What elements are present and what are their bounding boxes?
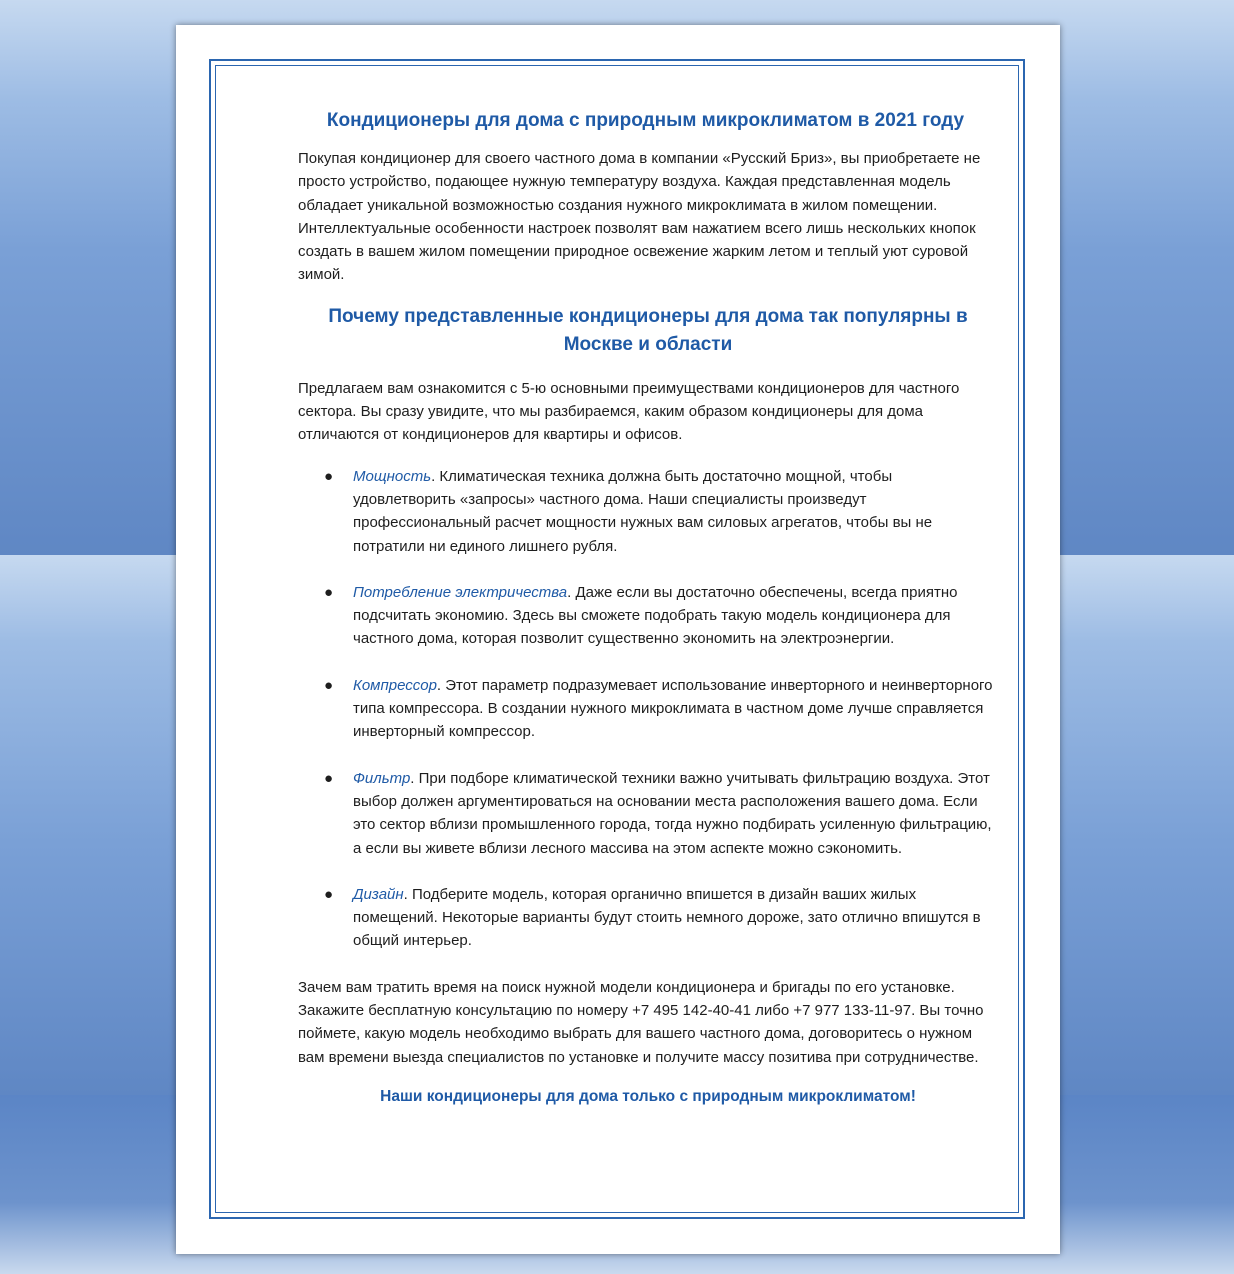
document-title: Кондиционеры для дома с природным микроклиматом в 2021 году: [326, 110, 965, 131]
closing-paragraph: Зачем вам тратить время на поиск нужной модели кондиционера и бригады по его установке. Закажите бесплатную консультацию по номеру +7 495 142-40-41 либо +7 977 133-11-97. Вы точно поймете, какую модель необходимо выбрать для вашего частного дома, договоритесь о нужном вам времени выезда специалистов по установке и получите массу позитива при сотрудничестве.: [298, 978, 984, 1066]
item-term: Мощность: [353, 467, 432, 485]
bullet-icon: ●: [324, 583, 334, 601]
section-heading: Почему представленные кондиционеры для дома так популярны в Москве и области: [328, 305, 968, 355]
list-item: [298, 581, 998, 651]
item-text: . При подборе климатической техники важно учитывать фильтрацию воздуха. Этот выбор должен аргументироваться на основании места расположения вашего дома. Если это сектор вблизи промышленного города, тогда нужно подбирать усиленную фильтрацию, а если вы живете вблизи лесного массива на этом аспекте можно сэкономить.: [353, 769, 992, 857]
tagline: Наши кондиционеры для дома только с природным микроклиматом!: [380, 1087, 916, 1105]
item-term: Потребление электричества: [353, 583, 568, 601]
item-text: . Этот параметр подразумевает использование инверторного и неинверторного типа компрессора. В создании нужного микроклимата в частном доме лучше справляется инверторный компрессор.: [353, 676, 993, 741]
advantages-list: [298, 465, 998, 953]
item-text: . Даже если вы достаточно обеспечены, всегда приятно подсчитать экономию. Здесь вы сможете подобрать такую модель кондиционера для частного дома, которая позволит существенно экономить на электроэнергии.: [353, 583, 958, 648]
bullet-icon: ●: [324, 676, 334, 694]
item-term: Компрессор: [353, 676, 437, 694]
item-text: . Подберите модель, которая органично впишется в дизайн ваших жилых помещений. Некоторые варианты будут стоить немного дороже, зато отлично впишутся в общий интерьер.: [353, 885, 981, 950]
bullet-icon: ●: [324, 885, 334, 903]
item-text: . Климатическая техника должна быть достаточно мощной, чтобы удовлетворить «запросы» частного дома. Наши специалисты произведут профессиональный расчет мощности нужных вам силовых агрегатов, чтобы вы не потратили ни единого лишнего рубля.: [353, 467, 933, 555]
list-item: [298, 465, 998, 558]
list-item: [298, 883, 998, 953]
lead-paragraph: Предлагаем вам ознакомится с 5-ю основными преимуществами кондиционеров для частного сектора. Вы сразу увидите, что мы разбираемся, каким образом кондиционеры для дома отличаются от кондиционеров для квартиры и офисов.: [298, 379, 960, 444]
list-item: [298, 767, 998, 860]
item-term: Дизайн: [353, 885, 404, 903]
list-item: [298, 674, 998, 744]
intro-paragraph: Покупая кондиционер для своего частного дома в компании «Русский Бриз», вы приобретаете не просто устройство, подающее нужную температуру воздуха. Каждая представленная модель обладает уникальной возможностью создания нужного микроклимата в жилом помещении. Интеллектуальные особенности настроек позволят вам нажатием всего лишь нескольких кнопок создать в вашем жилом помещении природное освежение жарким летом и теплый уют суровой зимой.: [298, 150, 981, 284]
document-body: [298, 107, 998, 1108]
document-page: [176, 25, 1060, 1254]
bullet-icon: ●: [324, 467, 334, 485]
item-term: Фильтр: [353, 769, 411, 787]
bullet-icon: ●: [324, 769, 334, 787]
